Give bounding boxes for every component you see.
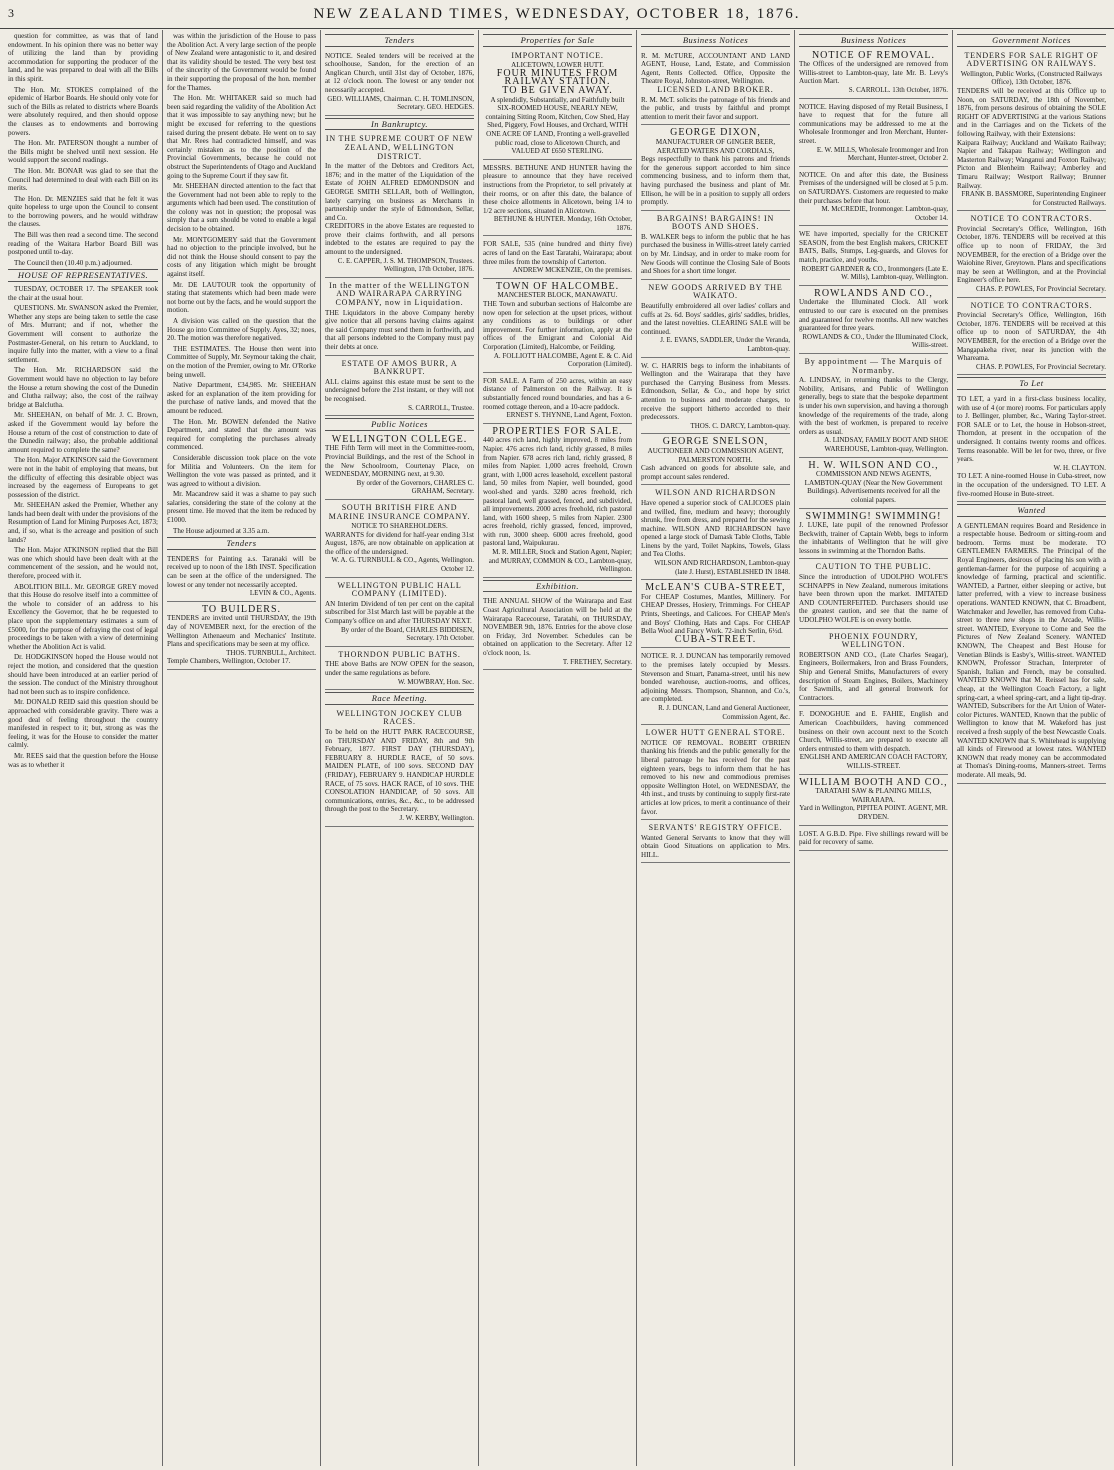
ad-text: R. M. McT. solicits the patronage of his friends and the public, and trusts by faithful and prompt attention to merit their favor and support. bbox=[641, 95, 790, 121]
mills-ad bbox=[799, 101, 948, 167]
ad-signature: W. A. G. TURNBULL & CO., Agents, Wellington. October 12. bbox=[331, 556, 474, 574]
article-paragraph: Mr. REES said that the question before the House was as to whether it bbox=[8, 751, 158, 769]
ad-signature: R. J. DUNCAN, Land and General Auctioneer, Commission Agent, &c. bbox=[658, 703, 790, 721]
section-heading: Exhibition. bbox=[483, 580, 632, 593]
article-paragraph: The Hon. Major ATKINSON said the Government were not in the habit of employing that means, but the difficulty of effecting this desirable object was increased by the eagerness of Europeans to get possession of the district. bbox=[8, 456, 158, 499]
baths-notice bbox=[325, 649, 474, 690]
ad-text: A. LINDSAY, in returning thanks to the Clergy, Nobility, Artisans, and Public of Wellington generally, begs to state that the bespoke department is under his own supervision, and having a thorough knowledge of the requirements of the trade, along with the best of workmen, is prepared to receive orders as usual. bbox=[799, 376, 948, 436]
section-heading: Race Meeting. bbox=[325, 692, 474, 705]
ad-signature: FRANK B. BASSMORE, Superintending Engineer for Constructed Railways. bbox=[961, 190, 1106, 207]
ad-signature: LEVIN & CO., Agents. bbox=[249, 589, 316, 598]
column-2 bbox=[162, 30, 320, 1466]
article-paragraph: Mr. DONALD REID said this question should be approached with considerable gravity. There was a good deal of feeling throughout the country manifested in respect to it; but, strong as was the feeling, it was for the House to consider the matter calmly. bbox=[8, 698, 158, 750]
ad-signature: W. MOWBRAY, Hon. Sec. bbox=[397, 677, 474, 686]
ad-signature: WILSON AND RICHARDSON, Lambton-quay (late J. Hurst), ESTABLISHED IN 1848. bbox=[654, 559, 790, 576]
contractors-notice-1 bbox=[957, 213, 1106, 297]
builders-ad bbox=[167, 604, 316, 670]
ad-list: Kaipara Railway; Auckland and Waikato Railway; Napier and Takapau Railway; Wellington and Masterton Railway; Wanganui and Foxton Railway; Picton and Blenheim Railway; Amberley and Timaru Railway; Westport Railway; Brunner Railway. bbox=[957, 138, 1106, 190]
caution-ad bbox=[799, 561, 948, 628]
article-paragraph: Mr. MONTGOMERY said that the Government had no objection to the principle involved, but he did not think the House should consent to pay the costs of any litigation which might be brought against itself. bbox=[167, 235, 316, 279]
ad-text: For CHEAP Costumes, Mantles, Millinery. For CHEAP Dresses, Hosiery, Trimmings. For CHEAP Prints, Sheetings, and Calicoes. For CHEAP Men's and Boys' Clothing, Hats and Caps. For CHEAP Bella Wool and Fancy Work. 72-inch Serlin, 6½d. bbox=[641, 592, 790, 636]
article-paragraph: Mr. DE LAUTOUR took the opportunity of stating that statements which had been made were not borne out by the facts, and he would support the motion. bbox=[167, 280, 316, 315]
ad-subheading: Wellington, Public Works, (Constructed Railways Office), 13th October, 1876. bbox=[960, 69, 1103, 87]
mcredie-ad bbox=[799, 169, 948, 227]
ad-heading: IMPORTANT NOTICE. bbox=[511, 50, 604, 60]
ad-text: Provincial Secretary's Office, Wellington, 16th October, 1876. TENDERS will be received at this office up to noon of FRIDAY, the 3rd NOVEMBER, for the erection of a Bridge over the Waiohine River, Greytown. Plans and specifications may be seen at Wellington, and at the Provincial Engineer's office here. bbox=[957, 224, 1106, 285]
article-paragraph: The House adjourned at 3.35 a.m. bbox=[173, 526, 270, 535]
masthead-title: NEW ZEALAND TIMES, WEDNESDAY, OCTOBER 18, 1876. bbox=[313, 5, 801, 22]
ad-text: THE Liquidators in the above Company hereby give notice that all persons having claims against the said Company must send them in forthwith, and that all persons indebted to the Company must pay their debts at once. bbox=[325, 308, 474, 351]
mcture-ad bbox=[641, 50, 790, 126]
ad-signature: ANDREW MCKENZIE, On the premises. bbox=[512, 266, 632, 275]
article-paragraph: The Hon. Mr. PATERSON thought a number of the Bills might be shelved until next session. He would support the second readings. bbox=[8, 139, 158, 165]
ad-signature: By order of the Board, CHARLES BIDDISEN, Secretary. 17th October. bbox=[341, 625, 474, 643]
columns bbox=[4, 30, 1110, 1466]
section-heading: HOUSE OF REPRESENTATIVES. bbox=[8, 269, 158, 282]
rowlands-ad bbox=[799, 288, 948, 354]
insurance-notice bbox=[325, 502, 474, 578]
ad-text: FOR SALE. A Farm of 250 acres, within an easy distance of Palmerston on the Railway. It is substantially fenced round boundaries, and has a 6-roomed cottage thereon, and a 10-acre paddock. bbox=[483, 376, 632, 411]
ad-text: TENDERS for Painting a.s. Taranaki will be received up to noon of the 18th INST. Specification can be seen at the office of the undersigned. The lowest or any tender not necessarily accepted. bbox=[167, 554, 316, 589]
tender-ad bbox=[167, 553, 316, 602]
column-1 bbox=[4, 30, 162, 1466]
ad-heading: WELLINGTON COLLEGE. bbox=[331, 433, 468, 445]
ad-signature: ENGLISH AND AMERICAN COACH FACTORY, WILLIS-STREET. bbox=[799, 753, 948, 770]
ad-text: Wanted General Servants to know that they will obtain Good Situations on application to Mrs. HILL. bbox=[641, 833, 790, 859]
column-4 bbox=[478, 30, 636, 1466]
ad-signature: A. FOLLIOTT HALCOMBE, Agent E. & C. Aid Corporation (Limited). bbox=[493, 351, 632, 369]
ad-text: TENDERS are invited until THURSDAY, the 19th day of NOVEMBER next, for the erection of the Wellington Athenaeum and Mechanics' Institute. Plans and specifications may be seen at my office. bbox=[167, 614, 316, 649]
article-paragraph: THE ESTIMATES. The House then went into Committee of Supply, Mr. Seymour taking the chair, on the motion of the Premier, owing to Mr. O'Rorke being unwell. bbox=[167, 344, 316, 379]
ad-signature: THOS. TURNBULL, Architect. bbox=[226, 648, 316, 657]
column-7 bbox=[952, 30, 1110, 1466]
ad-heading: PHOENIX FOUNDRY, WELLINGTON. bbox=[828, 631, 919, 650]
article-paragraph: The Hon. Mr. BONAR was glad to see that the Council had determined to deal with each Bill on its merits. bbox=[8, 166, 158, 193]
jockey-club-ad bbox=[325, 708, 474, 827]
ad-text: Undertake the Illuminated Clock. All work entrusted to our care is executed on the premises and guaranteed for twelve months. All new watches guaranteed for three years. bbox=[799, 298, 948, 333]
article-paragraph: QUESTIONS. Mr. SWANSON asked the Premier, Whether any steps are being taken to settle the case of Mrs. Murrant; and if not, whether the Government will consent to authorize the Postmaster-General, on his return to Auckland, to inquire fully into the matter, with a view to a final settlement. bbox=[8, 304, 158, 364]
ad-text: COMMISSION AND NEWS AGENTS, LAMBTON-QUAY (Near the New Government Buildings). Advertisements received for all the colonial papers. bbox=[804, 470, 943, 504]
article-paragraph: Mr. SHEEHAN asked the Premier, Whether any lands had been dealt with under the provisions of the Resumption of Land for Mining Purposes Act, 1873; and, if so, what is the acreage and position of such lands? bbox=[8, 501, 158, 544]
ad-subheading: TARATAHI SAW & PLANING MILLS, WAIRARAPA. bbox=[815, 787, 932, 804]
article-paragraph: question for committee, as was that of land endowment. In his opinion there was no better way of utilizing the land than by providing accommodation for supporting the producer of the land, and he was prepared to deal with all the Bills in this spirit. bbox=[8, 32, 158, 83]
alicetown-ad bbox=[483, 50, 632, 160]
ad-text: THE Fifth Term will meet in the Committee-room, Provincial Buildings, and the rest of the School in the New Schoolroom, Courtenay Place, on WEDNESDAY, MORNING next, at 9.30. bbox=[325, 444, 474, 479]
ad-text: TENDERS will be received at this Office up to Noon, on SATURDAY, the 18th of November, 1876, from persons desirous of obtaining the SOLE RIGHT OF ADVERTISING at the various Stations and in the Carriages and on the Tickets of the following Railway, with their Extensions: bbox=[957, 86, 1106, 138]
section-heading: Tenders bbox=[325, 34, 474, 47]
ad-heading: WILLIAM BOOTH AND CO., bbox=[799, 776, 948, 788]
ad-text: Provincial Secretary's Office, Wellington, 16th October, 1876. TENDERS will be received at this office up to noon of SATURDAY, the 4th NOVEMBER, for the erection of a Bridge over the Mangapakeha river, near its junction with the Whareama. bbox=[957, 311, 1106, 363]
column-5 bbox=[636, 30, 794, 1466]
article-paragraph: Mr. SHEEHAN directed attention to the fact that the Government had not been able to reply to the arguments which had been used. The constitution of the colony was not in question; the proposal was simply that a sum should be voted to enable a legal decision to be obtained. bbox=[167, 182, 316, 234]
ad-heading: CAUTION TO THE PUBLIC. bbox=[815, 562, 932, 572]
article-paragraph: The Hon. Dr. MENZIES said that he felt it was quite hopeless to urge upon the Council to consent to the borrowing powers, and he would withdraw the clauses. bbox=[8, 194, 158, 229]
ad-text: The Offices of the undersigned are removed from Willis-street to Lambton-quay, late Mr. B. Levy's Auction Mart. bbox=[799, 60, 948, 86]
contractors-notice-2 bbox=[957, 300, 1106, 376]
ad-signature: CHAS. P. POWLES, For Provincial Secretary. bbox=[975, 362, 1106, 371]
ad-text: A GENTLEMAN requires Board and Residence in a respectable house. Bedroom or sitting-room and bedroom. Terms must be moderate. TO GENTLEMEN FARMERS. The Principal of the Royal Engineers, desirous of placing his son with a gentleman-farmer for the purpose of acquiring a knowledge of farming, practical and scientific. WANTED, a Partner, either sleeping or active, but latter preferred, with a view to increase business operations. WANTED KNOWN, that C. Broadbent, Watchmaker and Jeweller, has removed from Cuba-street to three new shops in the Arcade, Willis-street. WANTED, Everyone to Come and See the Pictures of New Zealand Scenery. WANTED KNOWN, The Cheapest and Best House for Venetian Blinds is Easby's, Willis-street. WANTED KNOWN, Professor Strachan, Interpreter of Spanish, Italian and French, may be consulted. WANTED KNOWN that M. Reissel has for sale, cheap, at the Wellington Coach Factory, a light spring-cart, a wheel spring-cart, and a light tip-dray. WANTED, Subscribers for the Art Union of Water-color Pictures. WANTED, Known that the public of Wellington to know that M. Wakeford has just received a fresh supply of the best Newcastle Coals. WANTED KNOWN that S. Whitehead is supplying all kinds of Firewood at lowest rates. WANTED KNOWN that ready money can be accommodated at Thomas's Dining-rooms, Manners-street. Terms moderate. All meals, 9d. bbox=[957, 521, 1106, 779]
ad-heading: NOTICE OF REMOVAL. bbox=[811, 49, 936, 61]
section-heading: Tenders bbox=[167, 537, 316, 550]
ad-text: Have opened a superior stock of CALICOES plain and twilled, fine, medium and heavy; thoroughly shrunk, free from dress, and prepared for the sewing machine. WILSON AND RICHARDSON have opened a large stock of Damask Table Cloths, Table Linens by the yard, Toilet Napkins, Towels, Glass and Tea Cloths. bbox=[641, 498, 790, 559]
coachbuilders-ad bbox=[799, 708, 948, 774]
ad-heading: NOTICE TO CONTRACTORS. bbox=[970, 214, 1093, 224]
ad-heading-large: TO BE GIVEN AWAY. bbox=[502, 84, 613, 96]
railway-advertising-ad bbox=[957, 50, 1106, 212]
ad-text: J. LUKE, late pupil of the renowned Professor Beckwith, trainer of Captain Webb, begs to inform the inhabitants of Wellington that he will give lessons in swimming at the Thorndon Baths. bbox=[799, 521, 948, 555]
article-paragraph: Native Department, £34,985. Mr. SHEEHAN asked for an explanation of the item providing for the purchase of native lands, and moved that the amount be reduced. bbox=[167, 381, 316, 415]
ad-heading: LICENSED LAND BROKER. bbox=[657, 84, 774, 94]
ad-text: FOR SALE, 535 (nine hundred and thirty five) acres of land on the East Taratahi, Wairarapa; about three miles from the township of Carterton. bbox=[483, 240, 632, 266]
ad-heading-large: FOUR MINUTES FROM RAILWAY STATION. bbox=[496, 67, 619, 88]
ad-signature: J. E. EVANS, SADDLER, Under the Veranda, Lambton-quay. bbox=[660, 336, 790, 353]
halcombe-ad bbox=[483, 281, 632, 373]
ad-text: A splendidly, Substantially, and Faithfully built SIX-ROOMED HOUSE, NEARLY NEW, containing Sitting Room, Kitchen, Cow Shed, Hay Shed, Piggery, Fowl Houses, and Orchard, WITH ONE ACRE OF LAND, Fronting a well-gravelled public road, close to Alicetown Church, and VALUED AT £650 STERLING. bbox=[485, 95, 630, 156]
article-paragraph: The Hon. Mr. BOWEN defended the Native Department, and stated that the amount was required for completing the purchases already commenced. bbox=[167, 417, 316, 452]
section-heading: Government Notices bbox=[957, 34, 1106, 47]
ad-text: NOTICE. R. J. DUNCAN has temporarily removed to the premises lately occupied by Messrs. Stevenson and Stuart, Panama-street, until his new bonded warehouse, auction-rooms, and offices, adjoining Messrs. Thompson, Shannon, and Co.'s, are completed. bbox=[641, 652, 790, 704]
section-heading: Wanted bbox=[957, 504, 1106, 517]
ad-subheading: MANCHESTER BLOCK, MANAWATU. bbox=[497, 291, 618, 300]
article-paragraph: The Bill was then read a second time. The second reading of the Waitara Harbor Board Bill was postponed until to-day. bbox=[8, 231, 158, 257]
macleans-ad bbox=[641, 582, 790, 648]
ad-text: AN Interim Dividend of ten per cent on the capital subscribed for 31st March last will be payable at the Company's office on and after THURSDAY NEXT. bbox=[325, 599, 474, 626]
section-heading: Business Notices bbox=[799, 34, 948, 47]
land-sale-ad bbox=[483, 238, 632, 278]
ad-signature: M. McCREDIE, Ironmonger. Lambton-quay, October 14. bbox=[821, 205, 948, 222]
section-heading: Properties for Sale bbox=[483, 34, 632, 47]
ad-text: F. DONOGHUE and E. FAHIE, English and American Coachbuilders, having commenced business on their own account next to the Scotch Church, Willis-street, are prepared to execute all orders entrusted to them with despatch. bbox=[799, 710, 948, 753]
ad-text: R. M. McTURE, ACCOUNTANT AND LAND AGENT, House, Land, Estate, and Commission Agent, Rents Collected. Office, Opposite the Theatre Royal, Johnston-street, Wellington. bbox=[641, 51, 790, 86]
ad-heading: CUBA-STREET. bbox=[674, 633, 757, 645]
ad-signature: ROWLANDS & CO., Under the Illuminated Clock, Willis-street. bbox=[802, 332, 948, 350]
ad-text: ALL claims against this estate must be sent to the undersigned before the 21st instant, or they will not be recognised. bbox=[325, 377, 474, 403]
cricket-ad bbox=[799, 228, 948, 286]
ad-heading: In the matter of the WELLINGTON AND WAIRARAPA CARRYING COMPANY, now in Liquidation. bbox=[329, 280, 470, 308]
harris-ad bbox=[641, 360, 790, 435]
ad-heading: TOWN OF HALCOMBE. bbox=[495, 280, 620, 292]
foundry-ad bbox=[799, 631, 948, 707]
lindsay-ad bbox=[799, 356, 948, 458]
ad-text: NOTICE. Having disposed of my Retail Business, I have to request that for the future all communications may be addressed to me at the Wholesale Ironmonger and Iron Merchant, Hunter-street. bbox=[799, 102, 948, 145]
ad-heading: NOTICE TO CONTRACTORS. bbox=[970, 300, 1093, 310]
section-heading: To Let bbox=[957, 377, 1106, 390]
wilson-co-ad bbox=[799, 460, 948, 509]
ad-subheading: AUCTIONEER AND COMMISSION AGENT, PALMERSTON NORTH. bbox=[647, 446, 784, 464]
ad-signature: Yard in Wellington, PIPITEA POINT. AGENT, MR. DRYDEN. bbox=[799, 804, 948, 821]
ad-heading: TENDERS FOR SALE RIGHT OF ADVERTISING ON RAILWAYS. bbox=[964, 50, 1099, 69]
ad-heading: LOWER HUTT GENERAL STORE. bbox=[645, 728, 786, 738]
ad-signature: GEO. WILLIAMS, Chairman. C. H. TOMLINSON, Secretary. GEO. HEDGES. bbox=[327, 94, 474, 112]
ad-signature: W. H. CLAYTON. bbox=[1053, 463, 1106, 472]
ad-heading: H. W. WILSON AND CO., bbox=[808, 459, 939, 471]
ad-signature: CHAS. P. POWLES, For Provincial Secretary. bbox=[975, 285, 1106, 294]
ad-signature: M. R. MILLER, Stock and Station Agent, Napier; and MURRAY, COMMON & CO., Lambton-quay, Wellington. bbox=[488, 548, 632, 574]
ad-heading: WELLINGTON JOCKEY CLUB RACES. bbox=[336, 708, 463, 727]
column-6 bbox=[794, 30, 952, 1466]
ad-text: To be held on the HUTT PARK RACECOURSE, on THURSDAY AND FRIDAY, 8th and 9th February, 1877. FIRST DAY (THURSDAY), FEBRUARY 8. HURDLE RACE, of 50 sovs. MAIDEN PLATE, of 100 sovs. SECOND DAY (FRIDAY), FEBRUARY 9. HANDICAP HURDLE RACE, of 75 sovs. HACK RACE, of 10 sovs. THE CONSOLATION HANDICAP, of 50 sovs. All communications, entries, &c., &c., to be addressed through the post to the Secretary. bbox=[325, 727, 474, 814]
liquidation-notice bbox=[325, 280, 474, 356]
column-3 bbox=[320, 30, 478, 1466]
new-goods-ad bbox=[641, 282, 790, 358]
ad-text: THE above Baths are NOW OPEN for the season, under the same regulations as before. bbox=[325, 660, 474, 677]
ad-text: THE ANNUAL SHOW of the Wairarapa and East Coast Agricultural Association will be held at the Wairarapa Racecourse, Taratahi, on THURSDAY, NOVEMBER 9th, 1876. Entries for the above close on Friday, 3rd November. Schedules can be obtained on application to the Secretary. After 12 o'clock noon, 1s. bbox=[483, 597, 632, 657]
ad-text: WARRANTS for dividend for half-year ending 31st August, 1876, are now obtainable on application at the office of the undersigned. bbox=[325, 530, 474, 556]
ad-heading: WILSON AND RICHARDSON bbox=[655, 488, 776, 498]
ad-signature: T. FRETHEY, Secretary. bbox=[562, 657, 632, 666]
ad-subheading: MANUFACTURER OF GINGER BEER, AERATED WATERS AND CORDIALS, bbox=[655, 137, 776, 155]
article-paragraph: Mr. SHEEHAN, on behalf of Mr. J. C. Brown, asked if the Government would lay before the House a return of the cost of construction to date of the Dunedin railway; also, the probable additional amount required to complete the same? bbox=[8, 411, 158, 454]
ad-heading: TO BUILDERS. bbox=[201, 603, 282, 615]
ad-heading: GEORGE SNELSON, bbox=[662, 436, 769, 448]
ad-text: NOTICE. Sealed tenders will be received at the schoolhouse, Sandon, for the erection of an Anglican Church, until 31st day of October, 1876, at 12 o'clock noon. The lowest or any tender not necessarily accepted. bbox=[325, 51, 474, 94]
ad-signature: A. LINDSAY, FAMILY BOOT AND SHOE WAREHOUSE, Lambton-quay, Wellington. bbox=[824, 436, 948, 453]
ad-heading: SERVANTS' REGISTRY OFFICE. bbox=[648, 823, 783, 833]
booth-ad bbox=[799, 777, 948, 826]
article-paragraph: Mr. Macandrew said it was a shame to pay such salaries, considering the state of the colony at the present time. He moved that the item be reduced by £1000. bbox=[167, 490, 316, 525]
ad-heading: THORNDON PUBLIC BATHS. bbox=[338, 649, 461, 659]
section-heading: Public Notices bbox=[325, 418, 474, 431]
ad-heading: BARGAINS! BARGAINS! IN BOOTS AND SHOES. bbox=[656, 213, 775, 232]
ad-text: NOTICE OF REMOVAL. ROBERT O'BRIEN thanking his friends and the public generally for the liberal patronage he has received for the past eighteen years, begs to inform them that he has removed to his new and commodious premises opposite Wellington Hotel, on WEDNESDAY, the 4th inst., and trusts by continuing to supply first-rate articles at low prices, to merit a continuance of their favor. bbox=[641, 738, 790, 816]
ad-text: THE Town and suburban sections of Halcombe are now open for selection at the upset prices, without any conditions as to buildings or other improvement. For further information, apply at the offices of the Emigrant and Colonial Aid Corporation (Limited), Halcombe, or Feilding. bbox=[483, 300, 632, 351]
ad-heading: ROWLANDS AND CO., bbox=[814, 287, 933, 299]
ad-text: ROBERTSON AND CO., (Late Charles Seagar), Engineers, Boilermakers, Iron and Brass Founders, Ship and General Smiths, Manufacturers of every description of Steam Engines, Boilers, Machinery for Sawmills, and all general Ironwork for Contractors. bbox=[799, 650, 948, 702]
article-paragraph: A division was called on the question that the House go into Committee of Supply. Ayes, 32; noes, 20. The motion was therefore negatived. bbox=[167, 317, 316, 343]
ad-signature: By order of the Governors, CHARLES C. GRAHAM, Secretary. bbox=[356, 478, 474, 496]
bethune-ad bbox=[483, 162, 632, 237]
article-paragraph: The Hon. Major ATKINSON replied that the Bill was one which should have been dealt with at the commencement of the session, and he would not, therefore, proceed with it. bbox=[8, 546, 158, 581]
ad-text: Since the introduction of UDOLPHO WOLFE'S SCHNAPPS in New Zealand, numerous imitations have been thrown upon the market. IMITATED AND COUNTERFEITED. Purchasers should use the greatest caution, and see that the name of UDOLPHO WOLFE is on every bottle. bbox=[799, 573, 948, 625]
ad-signature: E. W. MILLS, Wholesale Ironmonger and Iron Merchant, Hunter-street, October 2. bbox=[816, 145, 948, 163]
ad-signature: ERNEST S. THYNNE, Land Agent, Foxton. bbox=[506, 411, 632, 420]
ad-text: Begs respectfully to thank his patrons and friends for the generous support accorded to him since commencing business, and to inform them that, having purchased the business and plant of Mr. Ellison, he will be in a position to supply all orders promptly. bbox=[641, 155, 790, 207]
ad-heading: GEORGE DIXON, bbox=[670, 127, 761, 139]
ad-heading: NEW GOODS ARRIVED BY THE WAIKATO. bbox=[648, 282, 783, 301]
article-paragraph: Considerable discussion took place on the vote for Militia and Volunteers. On the item for Wellington the vote was passed as printed, and it was agreed to without a division. bbox=[167, 453, 316, 488]
ad-signature: BETHUNE & HUNTER. Monday, 16th October, 1876. bbox=[493, 215, 632, 232]
ad-heading: WELLINGTON PUBLIC HALL COMPANY (LIMITED). bbox=[337, 580, 462, 599]
ad-text: In the matter of the Debtors and Creditors Act, 1876; and in the matter of the Liquidation of the Estate of JOHN ALFRED EDMONDSON and GEORGE SMITH SELLAR, both of Wellington, lately carrying on business as Merchants in partnership under the style of Edmondson, Sellar, and Co. bbox=[325, 162, 474, 222]
article-paragraph: The Council then (10.40 p.m.) adjourned. bbox=[14, 258, 133, 267]
ad-text: TO LET. A nine-roomed House in Cuba-street, now in the occupation of the undersigned. TO LET. A five-roomed House in Bute-street. bbox=[957, 472, 1106, 498]
article-paragraph: The Hon. Mr. RICHARDSON said the Government would have no objection to lay before the House a return showing the cost of the Dunedin and Clutha railway; also, the cost of the railway bridge at Balclutha. bbox=[8, 366, 158, 409]
ad-signature: J. W. KERBY, Wellington. bbox=[399, 813, 474, 822]
ad-signature: S. CARROLL, Trustee. bbox=[408, 403, 474, 412]
ad-text: B. WALKER begs to inform the public that he has purchased the business in Willis-street lately carried on by Mr. Lindsay, and in order to make room for New Goods will continue the Closing Sale of Boots and Shoes for a short time longer. bbox=[641, 232, 790, 276]
farm-ad bbox=[483, 375, 632, 424]
ad-text: Beautifully embroidered all over ladies' collars and cuffs at 2s. 6d. Boys' saddles, girls' saddles, bridles, and the latest novelties. CLEARING SALE will be continued. bbox=[641, 302, 790, 336]
college-notice bbox=[325, 434, 474, 500]
swimming-ad bbox=[799, 511, 948, 560]
dixon-ad bbox=[641, 127, 790, 210]
ad-heading: PROPERTIES FOR SALE. bbox=[492, 425, 623, 437]
ad-text: MESSRS. BETHUNE AND HUNTER having the pleasure to announce that they have received instructions from the Proprietor, to sell privately at their rooms, or on after this date, the balance of these choice allotments in Alicetown, being 1/4 to 1/2 acre sections, situated in Alicetown. bbox=[483, 163, 632, 215]
page-number: 3 bbox=[8, 6, 14, 20]
wanted-ads bbox=[957, 520, 1106, 784]
masthead bbox=[0, 0, 1114, 29]
ad-signature: ROBERT GARDNER & CO., Ironmongers (Late E. W. Mills), Lambton-quay, Wellington. bbox=[801, 264, 948, 282]
ad-heading: SOUTH BRITISH FIRE AND MARINE INSURANCE COMPANY. bbox=[328, 502, 471, 521]
removal-ad bbox=[799, 50, 948, 99]
section-heading: In Bankruptcy. bbox=[325, 118, 474, 131]
article-paragraph: The Hon. Mr. WHITAKER said so much had been said regarding the validity of the Abolition Act that it was impossible to say anything new; but he might be excused for referring to the questions raised during the present debate. He went on to say that Mr. Rees had contradicted himself, and was certainly mistaken as to the position of the Provincial Governments, because he could not obstruct the Superintendents of Otago and Auckland going to the Supreme Court if they saw fit. bbox=[167, 94, 316, 180]
ad-heading: ESTATE OF AMOS BURR, A BANKRUPT. bbox=[341, 358, 458, 377]
to-let-ad bbox=[957, 393, 1106, 502]
ad-text: CREDITORS in the above Estates are requested to prove their claims forthwith, and all persons indebted to the estates are required to pay the amount to the undersigned. bbox=[325, 222, 474, 257]
ad-signature: THOS. C. DARCY, Lambton-quay. bbox=[690, 421, 790, 430]
court-notice bbox=[325, 133, 474, 278]
snelson-ad bbox=[641, 436, 790, 485]
ad-text: TO LET, a yard in a first-class business locality, with use of 4 (or more) rooms. For particulars apply to J. Bellinger, plumber, &c., Waring Taylor-street. FOR SALE or to Let, the house in Hobson-street, Thorndon, at present in the occupation of the undersigned. It contains twenty rooms and offices. Terms reasonable. Will be let for two, three, or five years. bbox=[957, 394, 1106, 464]
hall-notice bbox=[325, 580, 474, 647]
ad-subheading: ALICETOWN, LOWER HUTT. bbox=[511, 61, 604, 70]
article-paragraph: ABOLITION BILL. Mr. GEORGE GREY moved that this House do resolve itself into a committee of the whole to consider of an address to his Excellency the Governor, that he be requested to place upon the supplementary estimates a sum of £5000, for the purpose of defraying the cost of legal proceedings to be taken with a view of determining whether the Abolition Act is valid. bbox=[8, 582, 158, 651]
ad-text: LOST. A G.B.D. Pipe. Five shillings reward will be paid for recovery of same. bbox=[799, 829, 948, 847]
article-paragraph: was within the jurisdiction of the House to pass the Abolition Act. A very large section of the people of New Zealand were antagonistic to it, and desired that its validity should be tested. The very best test of the sincerity of the Government would be found in their supporting the proposal of the hon. member for the Thames. bbox=[167, 32, 316, 92]
ad-text: W. C. HARRIS begs to inform the inhabitants of Wellington and the Wairarapa that they have purchased the Carrying Business from Messrs. Edmondson, Sellar, & Co., and hope by strict attention to business and moderate charges, to receive the support hitherto accorded to their predecessors. bbox=[641, 361, 790, 422]
duncan-ad bbox=[641, 650, 790, 725]
ad-heading: By appointment — The Marquis of Normanby. bbox=[804, 357, 943, 375]
estate-notice bbox=[325, 358, 474, 417]
ad-heading: SWIMMING! SWIMMING! bbox=[805, 510, 942, 522]
ad-address: Temple Chambers, Wellington, October 17. bbox=[167, 657, 291, 666]
ad-signature: S. CARROLL. 13th October, 1876. bbox=[848, 85, 948, 94]
church-tender-ad bbox=[325, 50, 474, 116]
ad-signature: C. E. CAPPER, J. S. M. THOMPSON, Trustees. Wellington, 17th October, 1876. bbox=[337, 256, 474, 274]
ad-heading: McLEAN'S CUBA-STREET, bbox=[645, 582, 786, 594]
ad-text: 440 acres rich land, highly improved, 8 miles from Napier. 476 acres rich land, richly grassed, 8 miles from Napier. 678 acres rich land, richly grassed, 8 miles from Napier. 1,000 acres freehold, Crown grant, with 1,000 acres leasehold, excellent pastoral land, 50 miles from Napier, well bounded, good wool-shed and yards. 3280 acres freehold, rich pastoral land, well grassed, fenced, and subdivided, all improvements. 2000 acres freehold, rich pastoral land, with 1600 sheep, 5 miles from Napier. 2300 acres freehold, richly grassed, fenced, improved, with run, 3000 sheep. 6000 acres freehold, good pastoral land, Waipukurau. bbox=[483, 436, 632, 548]
wilson-richardson-ad bbox=[641, 487, 790, 580]
servants-ad bbox=[641, 822, 790, 863]
article-paragraph: TUESDAY, OCTOBER 17. The SPEAKER took the chair at the usual hour. bbox=[8, 285, 158, 302]
ad-text: WE have imported, specially for the CRICKET SEASON, from the best English makers, CRICKET BATS, Balls, Stumps, Leg-guards, and Gloves for match, practice, and youths. bbox=[799, 230, 948, 265]
properties-ad bbox=[483, 426, 632, 578]
ad-heading: IN THE SUPREME COURT OF NEW ZEALAND, WELLINGTON DISTRICT. bbox=[325, 134, 474, 161]
exhibition-ad bbox=[483, 595, 632, 670]
lost-ad bbox=[799, 828, 948, 851]
ad-text: NOTICE. On and after this date, the Business Premises of the undersigned will be closed at 5 p.m. on SATURDAYS. Customers are requested to make their purchases before that hour. bbox=[799, 170, 948, 205]
hutt-store-ad bbox=[641, 727, 790, 820]
ad-subheading: NOTICE TO SHAREHOLDERS. bbox=[351, 522, 448, 531]
article-paragraph: The Hon. Mr. STOKES complained of the epidemic of Harbor Boards. He should only vote for such of the Bills as related to districts where Boards were absolutely required, and then should oppose the clauses as to endowments and borrowing powers. bbox=[8, 85, 158, 137]
ad-text: Cash advanced on goods for absolute sale, and prompt account sales rendered. bbox=[641, 464, 790, 481]
bargains-ad bbox=[641, 213, 790, 280]
article-paragraph: Dr. HODGKINSON hoped the House would not reject the motion, and considered that the question should have been introduced at an earlier period of the session. The conduct of the Ministry throughout had not been such as to inspire confidence. bbox=[8, 653, 158, 696]
section-heading: Business Notices bbox=[641, 34, 790, 47]
